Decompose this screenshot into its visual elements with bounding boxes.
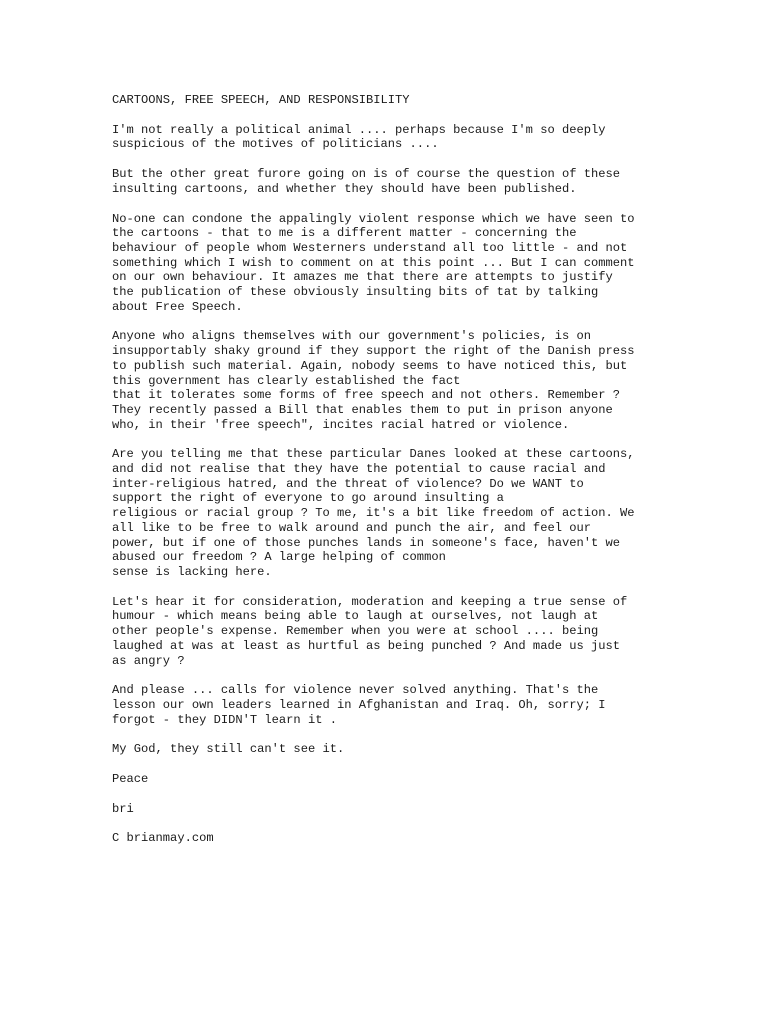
text-line: I'm not really a political animal .... perhaps because I'm so deeply	[112, 122, 606, 137]
paragraph-consideration	[112, 595, 672, 669]
text-line: religious or racial group ? To me, it's a bit like freedom of action. We	[112, 506, 635, 521]
text-line: Let's hear it for consideration, moderation and keeping a true sense of	[112, 594, 628, 609]
text-line: suspicious of the motives of politicians ....	[112, 137, 439, 152]
text-line: the publication of these obviously insulting bits of tat by talking	[112, 285, 599, 300]
text-line: something which I wish to comment on at this point ... But I can comment	[112, 255, 635, 270]
text-line: support the right of everyone to go around insulting a	[112, 491, 504, 506]
text-line: the cartoons - that to me is a different matter - concerning the	[112, 226, 577, 241]
text-line: lesson our own leaders learned in Afghanistan and Iraq. Oh, sorry; I	[112, 697, 606, 712]
text-line: Are you telling me that these particular Danes looked at these cartoons,	[112, 447, 635, 462]
text-line: Peace	[112, 772, 149, 787]
text-line: sense is lacking here.	[112, 564, 272, 579]
text-line: that it tolerates some forms of free speech and not others. Remember ?	[112, 388, 621, 403]
text-line: inter-religious hatred, and the threat of violence? Do we WANT to	[112, 476, 584, 491]
text-line: insupportably shaky ground if they support the right of the Danish press	[112, 344, 635, 359]
text-line: power, but if one of those punches lands in someone's face, haven't we	[112, 535, 621, 550]
text-line: to publish such material. Again, nobody seems to have noticed this, but	[112, 358, 628, 373]
text-line: bri	[112, 801, 134, 816]
paragraph-closing	[112, 742, 672, 757]
paragraph-violent-response	[112, 212, 672, 315]
text-line: this government has clearly established the fact	[112, 373, 461, 388]
text-line: They recently passed a Bill that enables them to put in prison anyone	[112, 402, 613, 417]
text-line: who, in their 'free speech", incites racial hatred or violence.	[112, 417, 570, 432]
text-line: No-one can condone the appalingly violent response which we have seen to	[112, 211, 635, 226]
paragraph-intro	[112, 123, 672, 152]
text-line: on our own behaviour. It amazes me that there are attempts to justify	[112, 270, 613, 285]
sign-off-peace	[112, 772, 672, 787]
paragraph-danes	[112, 447, 672, 579]
paragraph-violence	[112, 683, 672, 727]
copyright-notice	[112, 831, 672, 846]
text-line: all like to be free to walk around and punch the air, and feel our	[112, 520, 591, 535]
text-line: humour - which means being able to laugh at ourselves, not laugh at	[112, 609, 599, 624]
document-title: CARTOONS, FREE SPEECH, AND RESPONSIBILITY	[112, 93, 410, 107]
text-line: about Free Speech.	[112, 299, 243, 314]
text-line: forgot - they DIDN'T learn it .	[112, 712, 337, 727]
paragraph-furore	[112, 167, 672, 196]
paragraph-government	[112, 329, 672, 432]
text-line: behaviour of people whom Westerners understand all too little - and not	[112, 240, 628, 255]
text-line: C brianmay.com	[112, 831, 214, 846]
text-line: other people's expense. Remember when you were at school .... being	[112, 624, 599, 639]
text-line: And please ... calls for violence never solved anything. That's the	[112, 683, 599, 698]
text-line: abused our freedom ? A large helping of common	[112, 550, 446, 565]
text-line: as angry ?	[112, 653, 185, 668]
text-line: and did not realise that they have the potential to cause racial and	[112, 462, 606, 477]
signature-name	[112, 802, 672, 817]
document-page	[112, 93, 672, 861]
text-line: My God, they still can't see it.	[112, 742, 345, 757]
text-line: insulting cartoons, and whether they should have been published.	[112, 181, 577, 196]
text-line: Anyone who aligns themselves with our government's policies, is on	[112, 329, 591, 344]
text-line: But the other great furore going on is of course the question of these	[112, 167, 621, 182]
text-line: laughed at was at least as hurtful as being punched ? And made us just	[112, 638, 621, 653]
